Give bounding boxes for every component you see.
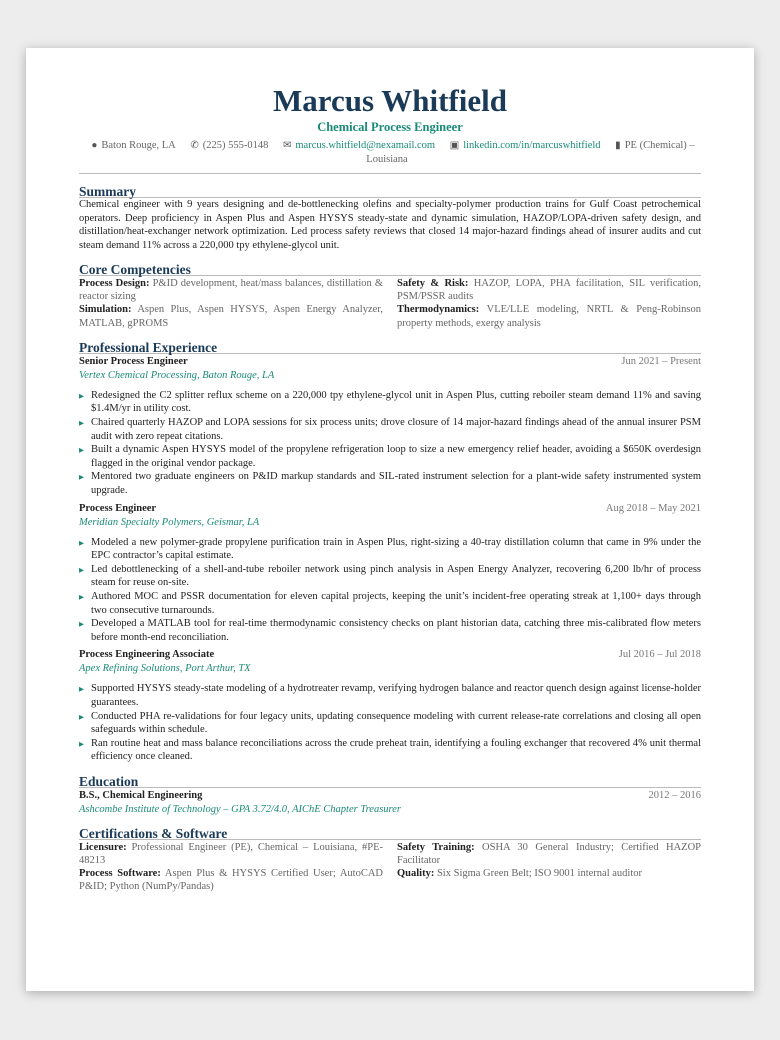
contact-phone (190, 140, 268, 151)
certification-item (397, 841, 701, 867)
bullet-item: ▶ Conducted PHA re-validations for four legacy units, updating consequence modeling with current release-rate correlations and closing all open safeguards within schedule. (79, 710, 701, 737)
linkedin-link[interactable]: linkedin.com/in/marcuswhitfield (463, 140, 601, 151)
competency-item (79, 277, 383, 303)
map-pin-icon: ● (91, 140, 98, 151)
job-dates: Jul 2016 – Jul 2018 (618, 649, 701, 661)
competency-label: Safety & Risk: (397, 278, 469, 289)
certification-text: Professional Engineer (PE), Chemical – Louisiana, #PE-48213 (79, 841, 384, 867)
competency-label: Thermodynamics: (397, 304, 480, 316)
contact-location-text: Baton Rouge, LA (101, 140, 176, 151)
resume-page (26, 48, 754, 991)
job-header (79, 502, 701, 515)
certification-item (397, 867, 701, 893)
certification-item (79, 867, 383, 893)
job-title: Senior Process Engineer (79, 355, 188, 367)
job-entry (79, 355, 701, 498)
school-line: Ashcombe Institute of Technology – GPA 3.72/4.0, AIChE Chapter Treasurer (79, 803, 401, 815)
bullet-item: ▶ Developed a MATLAB tool for real-time thermodynamic consistency checks on plant historian data, catching three mis-calibrated flow meters before month-end reconciliation. (79, 617, 701, 644)
competency-text: Aspen Plus, Aspen HYSYS, Aspen Energy Analyzer, MATLAB, gPROMS (79, 304, 383, 329)
education-heading: Education (79, 773, 139, 789)
job-title: Process Engineer (79, 502, 157, 514)
competencies-grid (79, 277, 701, 330)
job-bullets (79, 682, 701, 764)
experience-heading: Professional Experience (79, 339, 218, 355)
bullet-item: ▶ Redesigned the C2 splitter reflux scheme on a 220,000 tpy ethylene-glycol unit in Aspen Plus, cutting reboiler steam demand 11% and saving $1.4M/yr in utility cost. (79, 389, 701, 416)
competency-text: HAZOP, LOPA, PHA facilitation, SIL verification, PSM/PSSR audits (397, 278, 701, 303)
certification-label: Licensure: (79, 841, 127, 853)
bullet-item: ▶ Led debottlenecking of a shell-and-tube reboiler network using pinch analysis in Aspen Energy Analyzer, recovering 6,200 lb/hr of process steam for reuse on-site. (79, 563, 701, 590)
job-header (79, 648, 701, 661)
bullet-item: ▶ Supported HYSYS steady-state modeling of a hydrotreater revamp, verifying hydrogen balance and reactor quench design against license-holder guarantees. (79, 682, 701, 709)
competency-text: P&ID development, heat/mass balances, distillation & reactor sizing (79, 278, 383, 303)
summary-text: Chemical engineer with 9 years designing and de-bottlenecking olefins and specialty-polymer production trains for Gulf Coast petrochemical operators. Deep proficiency in Aspen Plus and Aspen HYSYS steady-state and dynamic simulation, HAZOP/LOPA-driven safety design, and distillation/heat-exchanger network optimization. Led process safety reviews that closed 14 major-hazard findings ahead of insurer audits and cut steam demand 11% across a 220,000 tpy ethylene-glycol unit. (79, 199, 701, 251)
job-organization: Meridian Specialty Polymers, Geismar, LA (79, 516, 260, 528)
candidate-role: Chemical Process Engineer (317, 120, 463, 134)
job-entry (79, 648, 701, 764)
header-divider (79, 173, 701, 174)
contact-email[interactable] (283, 140, 435, 151)
job-organization: Vertex Chemical Processing, Baton Rouge, LA (79, 369, 275, 381)
bullet-item: ▶ Authored MOC and PSSR documentation for eleven capital projects, keeping the unit’s incident-free operating streak at 1,100+ days through two consecutive turnarounds. (79, 590, 701, 617)
job-header (79, 355, 701, 368)
certification-label: Safety Training: (397, 841, 475, 853)
bullet-item: ▶ Ran routine heat and mass balance reconciliations across the crude preheat train, identifying a fouling exchanger that recovered 4% unit thermal efficiency once cleaned. (79, 737, 701, 764)
job-organization: Apex Refining Solutions, Port Arthur, TX (79, 663, 251, 675)
certification-item (79, 841, 383, 867)
bullet-item: ▶ Mentored two graduate engineers on P&ID markup standards and SIL-rated instrument selection for a plant-wide safety instrumented system upgrade. (79, 470, 701, 497)
job-bullets (79, 389, 701, 498)
resume-content (79, 84, 701, 894)
job-bullets (79, 536, 701, 645)
candidate-name: Marcus Whitfield (273, 83, 507, 118)
bullet-item: ▶ Built a dynamic Aspen HYSYS model of the propylene refrigeration loop to size a new emergency relief header, avoiding a $650K overdesign flagged in the original vendor package. (79, 443, 701, 470)
contact-location (91, 140, 175, 151)
degree-title: B.S., Chemical Engineering (79, 789, 203, 801)
linkedin-icon: ▣ (449, 140, 460, 151)
bullet-item: ▶ Chaired quarterly HAZOP and LOPA sessions for six process units; drove closure of 14 major-hazard findings ahead of the annual insurer PSM audit with zero repeat citations. (79, 416, 701, 443)
job-dates: Aug 2018 – May 2021 (605, 502, 701, 514)
contact-license-text: PE (Chemical) – Louisiana (366, 140, 695, 165)
competency-text: VLE/LLE modeling, NRTL & Peng-Robinson property methods, exergy analysis (397, 304, 702, 329)
certification-label: Process Software: (79, 868, 161, 880)
certification-text: Aspen Plus & HYSYS Certified User; AutoCAD P&ID; Python (NumPy/Pandas) (79, 868, 384, 893)
competency-label: Process Design: (79, 278, 150, 289)
competency-item (397, 277, 701, 303)
job-title: Process Engineering Associate (79, 649, 215, 661)
document-icon: ▮ (615, 140, 621, 151)
envelope-icon: ✉ (283, 140, 292, 151)
certification-label: Quality: (397, 868, 435, 880)
education-header (79, 789, 701, 802)
education-dates: 2012 – 2016 (648, 789, 701, 801)
contact-line (79, 139, 701, 167)
email-link[interactable]: marcus.whitfield@nexamail.com (295, 140, 436, 151)
competency-item (79, 303, 383, 329)
competency-item (397, 303, 701, 329)
job-dates: Jun 2021 – Present (621, 355, 701, 367)
certification-text: Six Sigma Green Belt; ISO 9001 internal auditor (436, 868, 642, 880)
summary-heading: Summary (79, 184, 136, 199)
competencies-heading: Core Competencies (79, 262, 191, 277)
competency-label: Simulation: (79, 304, 132, 316)
bullet-item: ▶ Modeled a new polymer-grade propylene purification train in Aspen Plus, right-sizing a 40-tray distillation column that came in 9% under the EPC contractor’s capital estimate. (79, 536, 701, 563)
certification-text: OSHA 30 General Industry; Certified HAZOP Facilitator (397, 841, 701, 867)
job-entry (79, 502, 701, 645)
certifications-grid (79, 841, 701, 894)
phone-icon: ✆ (190, 140, 199, 151)
certifications-heading: Certifications & Software (79, 825, 228, 841)
contact-linkedin[interactable] (450, 140, 601, 151)
contact-phone-text: (225) 555-0148 (202, 140, 269, 151)
